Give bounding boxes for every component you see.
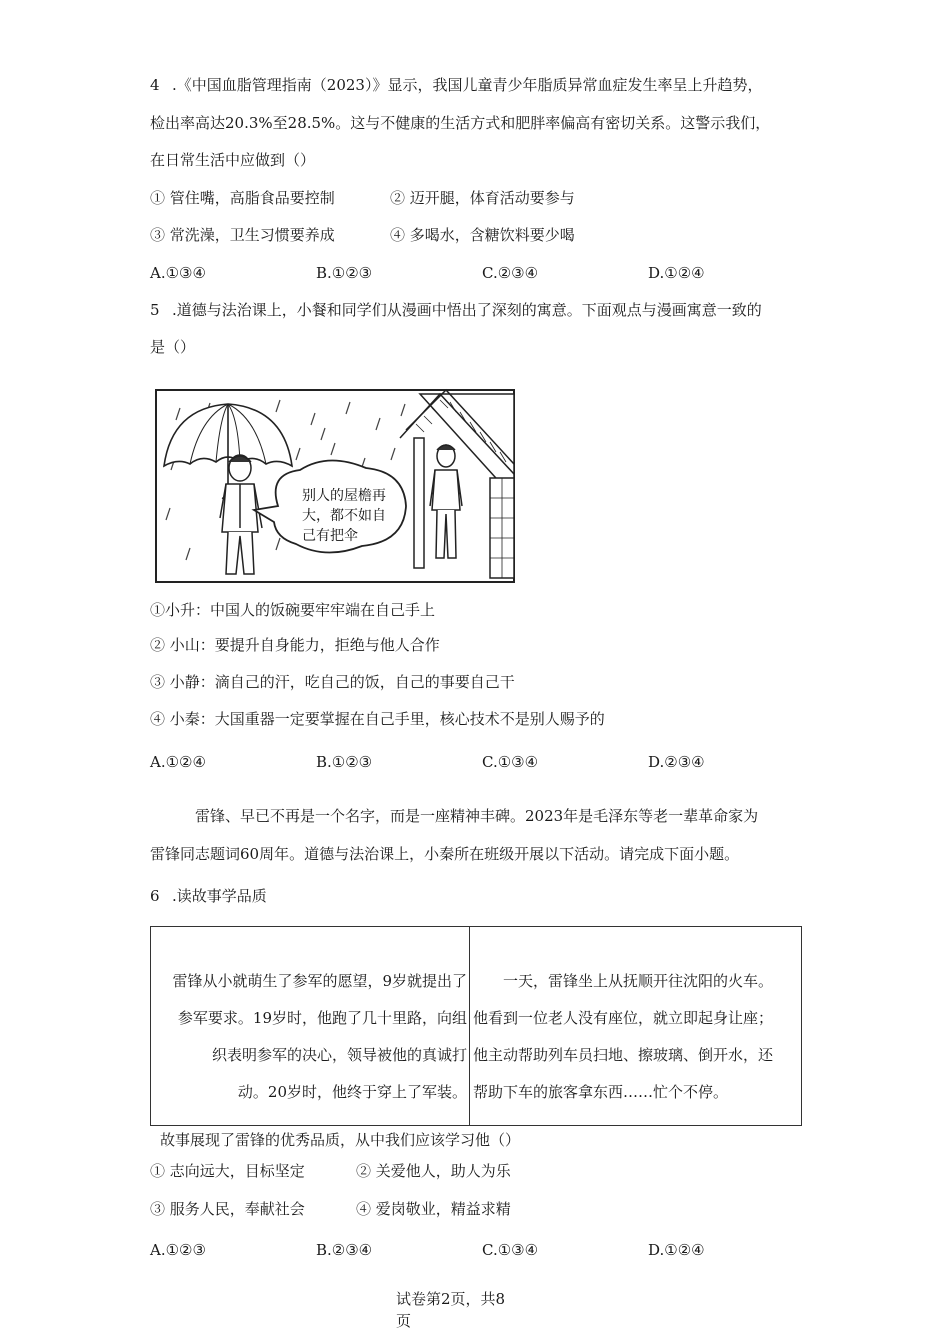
q6-title: 6 .读故事学品质	[150, 887, 267, 905]
q4-stem-line-3: 在日常生活中应做到（）	[150, 151, 316, 169]
q6-statement-1: ① 志向远大，目标坚定	[150, 1162, 305, 1180]
q5-statement-3: ③ 小静：滴自己的汗，吃自己的饭，自己的事要自己干	[150, 673, 515, 691]
q4-statements-row-1	[150, 188, 830, 208]
q5-number: 5	[150, 301, 160, 319]
q6-statements-row-2	[150, 1199, 830, 1219]
story-cell-right: 一天，雷锋坐上从抚顺开往沈阳的火车。 他看到一位老人没有座位，就立即起身让座； 他主动帮助列车员扫地、擦玻璃、倒开水，还 帮助下车的旅客拿东西……忙个不停。	[473, 972, 774, 1101]
q6-statements-row-1	[150, 1161, 830, 1181]
q4-option-c[interactable]: C.②③④	[482, 264, 539, 282]
speech-line-1: 别人的屋檐再	[302, 488, 386, 504]
q5-option-d[interactable]: D.②③④	[648, 753, 705, 771]
footer-line-2: 页	[396, 1312, 412, 1330]
q4-stem-line-1: 4 .《中国血脂管理指南（2023）》显示，我国儿童青少年脂质异常血症发生率呈上升趋势，	[150, 76, 763, 94]
q6-statement-3: ③ 服务人民，奉献社会	[150, 1200, 305, 1218]
q5-option-b[interactable]: B.①②③	[316, 753, 373, 771]
q6-option-a[interactable]: A.①②③	[150, 1241, 206, 1259]
q4-statement-3: ③ 常洗澡，卫生习惯要养成	[150, 226, 335, 244]
q4-options	[150, 263, 830, 283]
q5-option-c[interactable]: C.①③④	[482, 753, 539, 771]
q4-option-d[interactable]: D.①②④	[648, 264, 705, 282]
q6-option-d[interactable]: D.①②④	[648, 1241, 705, 1259]
q6-statement-4: ④ 爱岗敬业，精益求精	[356, 1200, 511, 1218]
story-table	[150, 926, 802, 1126]
q6-prompt: 故事展现了雷锋的优秀品质，从中我们应该学习他（）	[160, 1131, 521, 1149]
table-divider	[469, 927, 470, 1125]
umbrella-cartoon	[150, 388, 520, 586]
q5-statement-2: ② 小山：要提升自身能力，拒绝与他人合作	[150, 636, 440, 654]
q4-statement-2: ② 迈开腿，体育活动要参与	[390, 189, 575, 207]
q6-option-b[interactable]: B.②③④	[316, 1241, 373, 1259]
q5-stem-line-2: 是（）	[150, 338, 196, 356]
q4-statement-4: ④ 多喝水，含糖饮料要少喝	[390, 226, 575, 244]
q4-stem-line-2: 检出率高达20.3%至28.5%。这与不健康的生活方式和肥胖率偏高有密切关系。这警示我们，	[150, 114, 771, 132]
q5-option-a[interactable]: A.①②④	[150, 753, 206, 771]
q6-options	[150, 1240, 830, 1260]
passage-line-2: 雷锋同志题词60周年。道德与法治课上，小秦所在班级开展以下活动。请完成下面小题。	[150, 845, 740, 863]
q4-statement-1: ① 管住嘴，高脂食品要控制	[150, 189, 335, 207]
q5-options	[150, 752, 830, 772]
passage-line-1: 雷锋、早已不再是一个名字，而是一座精神丰碑。2023年是毛泽东等老一辈革命家为	[195, 807, 759, 825]
speech-line-2: 大，都不如自	[302, 508, 386, 524]
q6-statement-2: ② 关爱他人，助人为乐	[356, 1162, 511, 1180]
q6-number: 6	[150, 887, 160, 905]
q4-option-a[interactable]: A.①③④	[150, 264, 206, 282]
q4-number: 4	[150, 76, 160, 94]
q4-statements-row-2	[150, 225, 830, 245]
q6-option-c[interactable]: C.①③④	[482, 1241, 539, 1259]
q4-option-b[interactable]: B.①②③	[316, 264, 373, 282]
q5-statement-1: ①小升：中国人的饭碗要牢牢端在自己手上	[150, 601, 436, 619]
story-cell-left: 雷锋从小就萌生了参军的愿望，9岁就提出了 参军要求。19岁时，他跑了几十里路，向组 织表明参军的决心，领导被他的真诚打 动。20岁时，他终于穿上了军装。	[172, 972, 467, 1101]
speech-line-3: 己有把伞	[302, 528, 358, 544]
footer-line-1: 试卷第2页，共8	[396, 1290, 506, 1308]
q5-statement-4: ④ 小秦：大国重器一定要掌握在自己手里，核心技术不是别人赐予的	[150, 710, 605, 728]
page-footer	[396, 1288, 556, 1332]
q5-stem-line-1: 5 .道德与法治课上，小餐和同学们从漫画中悟出了深刻的寓意。下面观点与漫画寓意一致的	[150, 301, 762, 319]
